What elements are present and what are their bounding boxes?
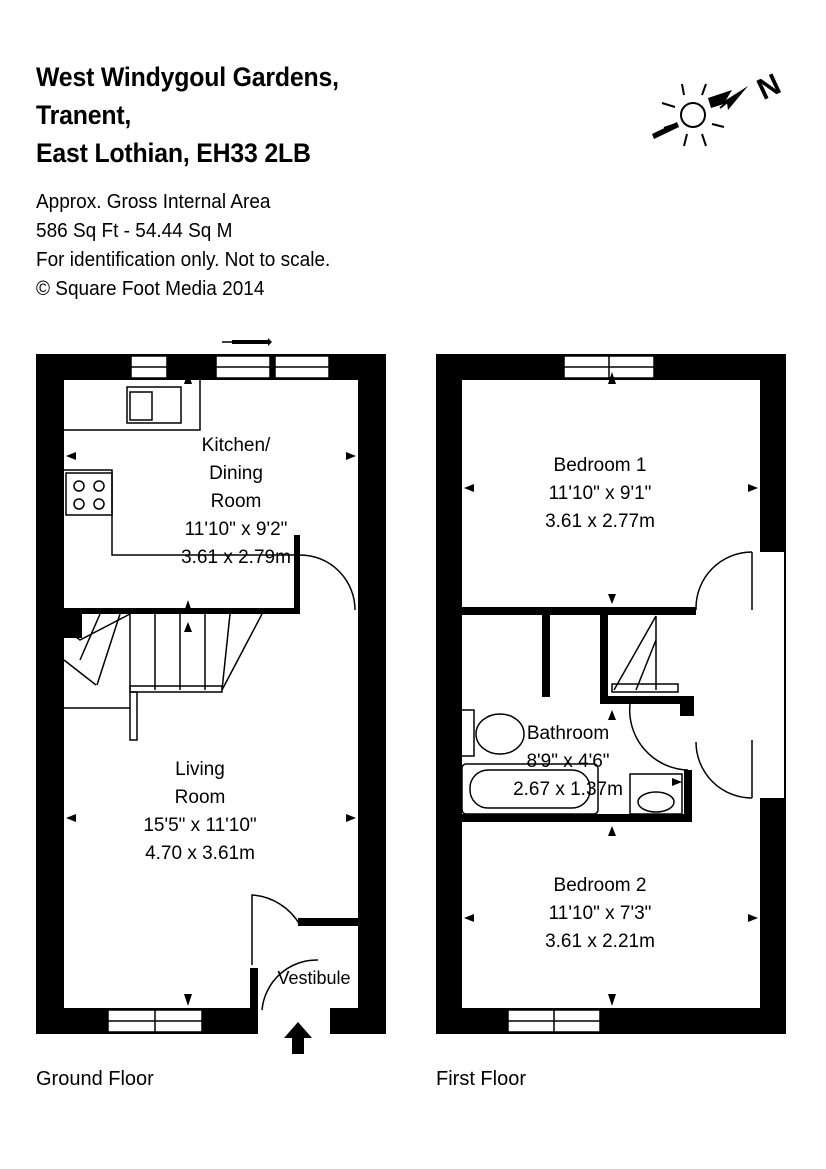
- bedroom-2-dimensions-metric: 3.61 x 2.21m: [545, 931, 655, 952]
- kitchen-dimensions-imperial: 11'10" x 9'2": [184, 519, 288, 540]
- kitchen-name-1: Kitchen/: [201, 435, 271, 456]
- kitchen-dimensions-metric: 3.61 x 2.79m: [181, 547, 291, 568]
- living-name-2: Room: [174, 787, 226, 808]
- ground-floor-label: Ground Floor: [36, 1068, 154, 1090]
- vestibule-label: Vestibule: [277, 968, 351, 988]
- bedroom-1-label: [545, 452, 655, 536]
- kitchen-name-2: Dining: [209, 463, 263, 484]
- bedroom-1-dimensions-imperial: 11'10" x 9'1": [548, 483, 652, 504]
- first-floor-label: First Floor: [436, 1068, 526, 1090]
- bedroom-1-dimensions-metric: 3.61 x 2.77m: [545, 511, 655, 532]
- north-letter: N: [752, 67, 786, 107]
- bathroom-label: [513, 720, 623, 804]
- bedroom-1-name: Bedroom 1: [553, 455, 647, 476]
- bedroom-2-label: [545, 872, 655, 956]
- bathroom-dimensions-imperial: 8'9" x 4'6": [526, 751, 610, 772]
- area-info-line-1: Approx. Gross Internal Area: [36, 191, 271, 213]
- bathroom-dimensions-metric: 2.67 x 1.37m: [513, 779, 623, 800]
- living-dimensions-imperial: 15'5" x 11'10": [143, 815, 257, 836]
- area-info-line-3: For identification only. Not to scale.: [36, 249, 331, 271]
- address-line-1: West Windygoul Gardens,: [36, 62, 339, 92]
- copyright-line: © Square Foot Media 2014: [36, 278, 265, 300]
- kitchen-name-3: Room: [210, 491, 262, 512]
- address-line-3: East Lothian, EH33 2LB: [36, 138, 311, 168]
- bedroom-2-name: Bedroom 2: [553, 875, 647, 896]
- bathroom-name: Bathroom: [526, 723, 610, 744]
- address-line-2: Tranent,: [36, 100, 132, 130]
- area-info-line-2: 586 Sq Ft - 54.44 Sq M: [36, 220, 233, 242]
- living-name-1: Living: [175, 759, 225, 780]
- bedroom-2-dimensions-imperial: 11'10" x 7'3": [548, 903, 652, 924]
- living-dimensions-metric: 4.70 x 3.61m: [145, 843, 255, 864]
